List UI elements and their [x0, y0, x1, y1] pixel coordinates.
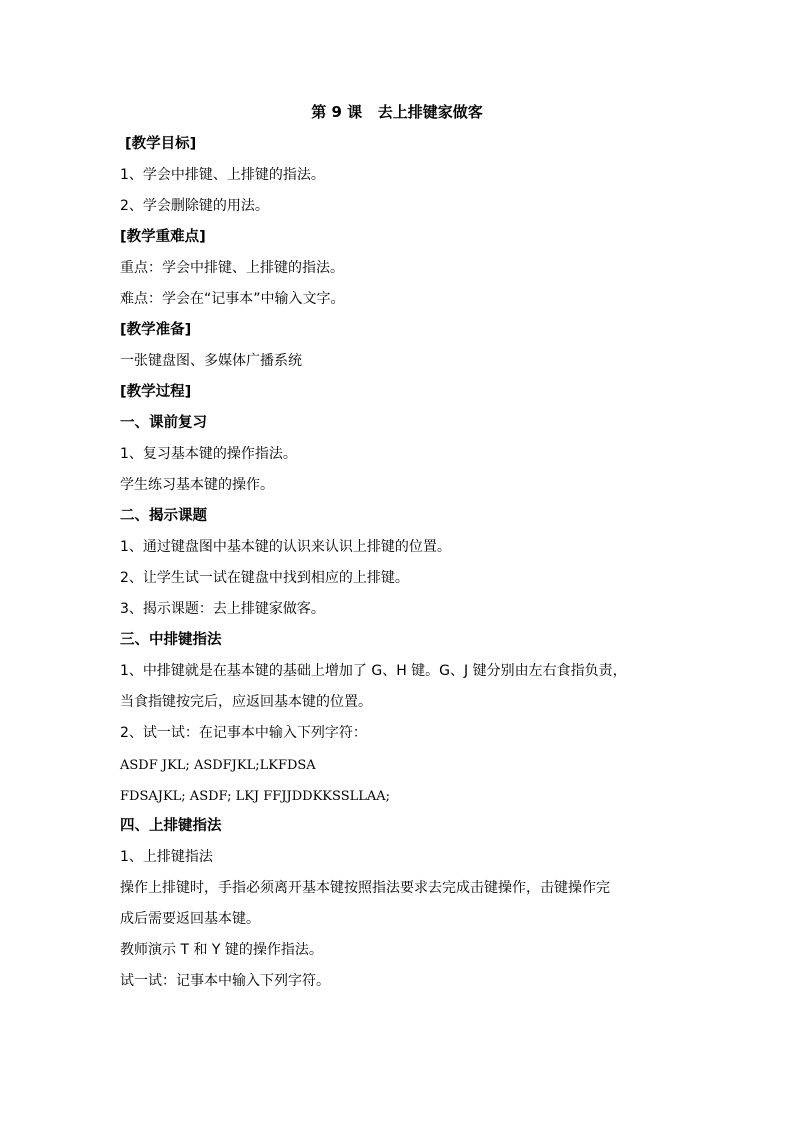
practice-line-2: FDSAJKL; ASDF; LKJ FFJJDDKKSSLLAA; [120, 789, 391, 804]
section-reveal-topic: 二、揭示课题 [120, 508, 207, 524]
heading-key-points: [教学重难点] [120, 229, 206, 245]
middle-row-item-1-cont: 当食指键按完后，应返回基本键的位置。 [120, 694, 372, 710]
heading-objectives: [教学目标] [120, 136, 197, 152]
try-it: 试一试：记事本中输入下列字符。 [120, 973, 330, 989]
heading-preparation: [教学准备] [120, 322, 192, 338]
middle-row-item-1: 1、中排键就是在基本键的基础上增加了 G、H 键。G、J 键分别由左右食指负责， [120, 663, 627, 679]
review-item-2: 学生练习基本键的操作。 [120, 477, 274, 493]
heading-process: [教学过程] [120, 384, 192, 400]
top-row-item-1: 1、上排键指法 [120, 849, 213, 865]
lesson-title: 第 9 课 去上排键家做客 [311, 103, 483, 121]
section-top-row: 四、上排键指法 [120, 818, 222, 834]
reveal-item-2: 2、让学生试一试在键盘中找到相应的上排键。 [120, 570, 409, 586]
key-point: 重点：学会中排键、上排键的指法。 [120, 260, 344, 276]
top-row-paragraph-cont: 成后需要返回基本键。 [120, 911, 260, 927]
top-row-paragraph: 操作上排键时，手指必须离开基本键按照指法要求去完成击键操作，击键操作完 [120, 880, 610, 896]
practice-line-1: ASDF JKL; ASDFJKL;LKFDSA [120, 758, 316, 773]
section-review: 一、课前复习 [120, 415, 207, 431]
review-item-1: 1、复习基本键的操作指法。 [120, 446, 297, 462]
reveal-item-1: 1、通过键盘图中基本键的认识来认识上排键的位置。 [120, 539, 451, 555]
objective-2: 2、学会删除键的用法。 [120, 198, 269, 214]
reveal-item-3: 3、揭示课题：去上排键家做客。 [120, 601, 325, 617]
objective-1: 1、学会中排键、上排键的指法。 [120, 167, 325, 183]
preparation-text: 一张键盘图、多媒体广播系统 [120, 353, 302, 369]
teacher-demo: 教师演示 T 和 Y 键的操作指法。 [120, 942, 323, 958]
middle-row-item-2: 2、试一试：在记事本中输入下列字符： [120, 725, 367, 741]
section-middle-row: 三、中排键指法 [120, 632, 222, 648]
difficult-point: 难点：学会在“记事本”中输入文字。 [120, 291, 345, 307]
